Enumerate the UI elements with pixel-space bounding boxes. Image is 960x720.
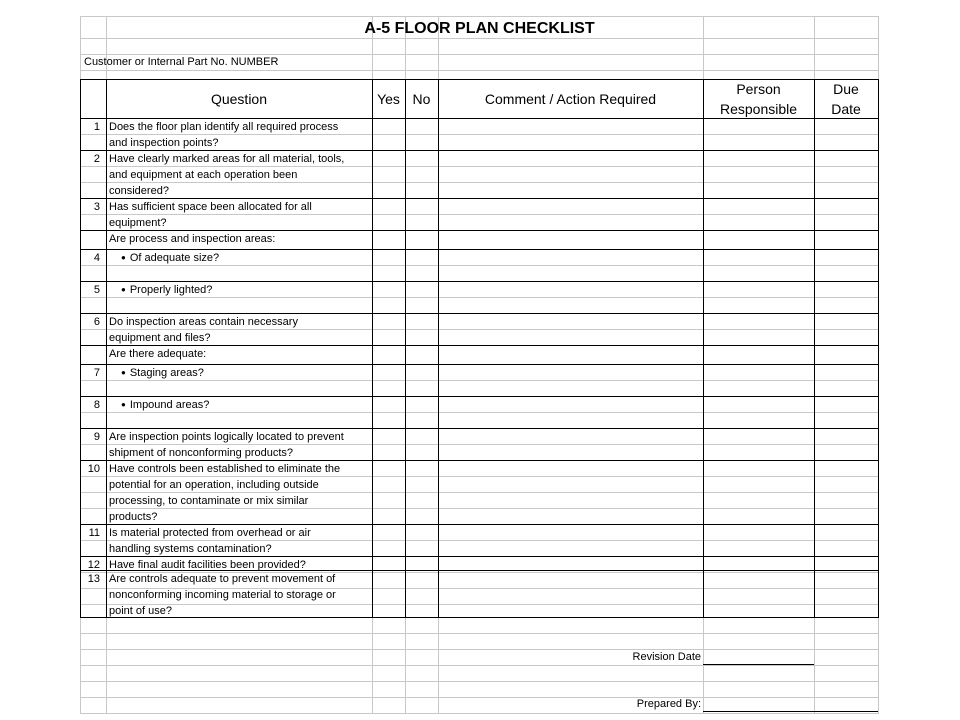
row-number: 9 [93,431,100,443]
table-border [438,79,439,618]
revision-date-label: Revision Date [632,651,701,663]
prepared-by-field[interactable] [703,711,878,712]
header-question [106,79,372,118]
table-border [405,79,406,618]
row-number: 7 [93,367,100,379]
header-no [405,79,438,118]
question-text: Do inspection areas contain necessary equipment and files? [109,316,298,344]
header-person-line1: Person [736,80,781,97]
page-title: A-5 FLOOR PLAN CHECKLIST [364,20,595,37]
header-question-label: Question [210,90,268,107]
question-text: ● Properly lighted? [121,282,212,299]
question-text: ● Of adequate size? [121,250,219,267]
question-text: Is material protected from overhead or air handling systems contamination? [109,527,311,555]
header-yes-label: Yes [377,90,400,107]
gridline-horizontal [80,649,879,650]
header-comment [438,79,703,118]
prepared-by-label: Prepared By: [636,698,701,710]
row-number: 6 [93,316,100,328]
question-text: Has sufficient space been allocated for all equipment? [109,201,312,229]
gridline-horizontal [80,665,879,666]
table-border [878,79,879,618]
row-number: 2 [93,153,100,165]
table-border [106,79,107,618]
header-comment-label: Comment / Action Required [484,90,657,107]
row-number: 8 [93,399,100,411]
row-number: 1 [93,121,100,133]
part-number-label: Customer or Internal Part No. NUMBER [84,56,279,68]
row-number: 3 [93,201,100,213]
row-number: 12 [87,559,100,571]
row-number: 5 [93,284,100,296]
question-text: Have final audit facilities been provided? [109,559,306,571]
gridline-horizontal [80,70,879,71]
row-number: 13 [87,573,100,585]
gridline-horizontal [80,713,879,714]
question-text: ● Impound areas? [121,397,209,414]
question-text: Are there adequate: [109,348,207,360]
row-number: 4 [93,252,100,264]
gridline-horizontal [80,681,879,682]
header-due-line1: Due [833,80,859,97]
gridline-horizontal [80,16,879,17]
question-text: Are inspection points logically located to prevent shipment of nonconforming products? [109,431,344,459]
question-text: Does the floor plan identify all required process and inspection points? [109,121,339,149]
gridline-horizontal [80,697,879,698]
header-due-line2: Date [831,100,861,117]
table-border [372,79,373,618]
table-border [703,79,704,618]
question-text: Are controls adequate to prevent movement of nonconforming incoming material to storage or point of use? [109,573,336,617]
header-yes [372,79,405,118]
question-text: Are process and inspection areas: [109,233,276,245]
question-text: Have clearly marked areas for all material, tools, and equipment at each operation been considered? [109,153,345,197]
header-person-responsible [703,79,814,118]
row-number: 10 [87,463,100,475]
header-no-label: No [412,90,431,107]
question-text: Have controls been established to eliminate the potential for an operation, including outside processing, to contaminate or mix similar products? [109,463,341,523]
header-due-date [814,79,878,118]
gridline-horizontal [80,633,879,634]
revision-date-field[interactable] [703,664,814,665]
question-text: ● Staging areas? [121,365,204,382]
row-number: 11 [88,527,100,539]
table-border [814,79,815,618]
header-person-line2: Responsible [719,100,798,117]
